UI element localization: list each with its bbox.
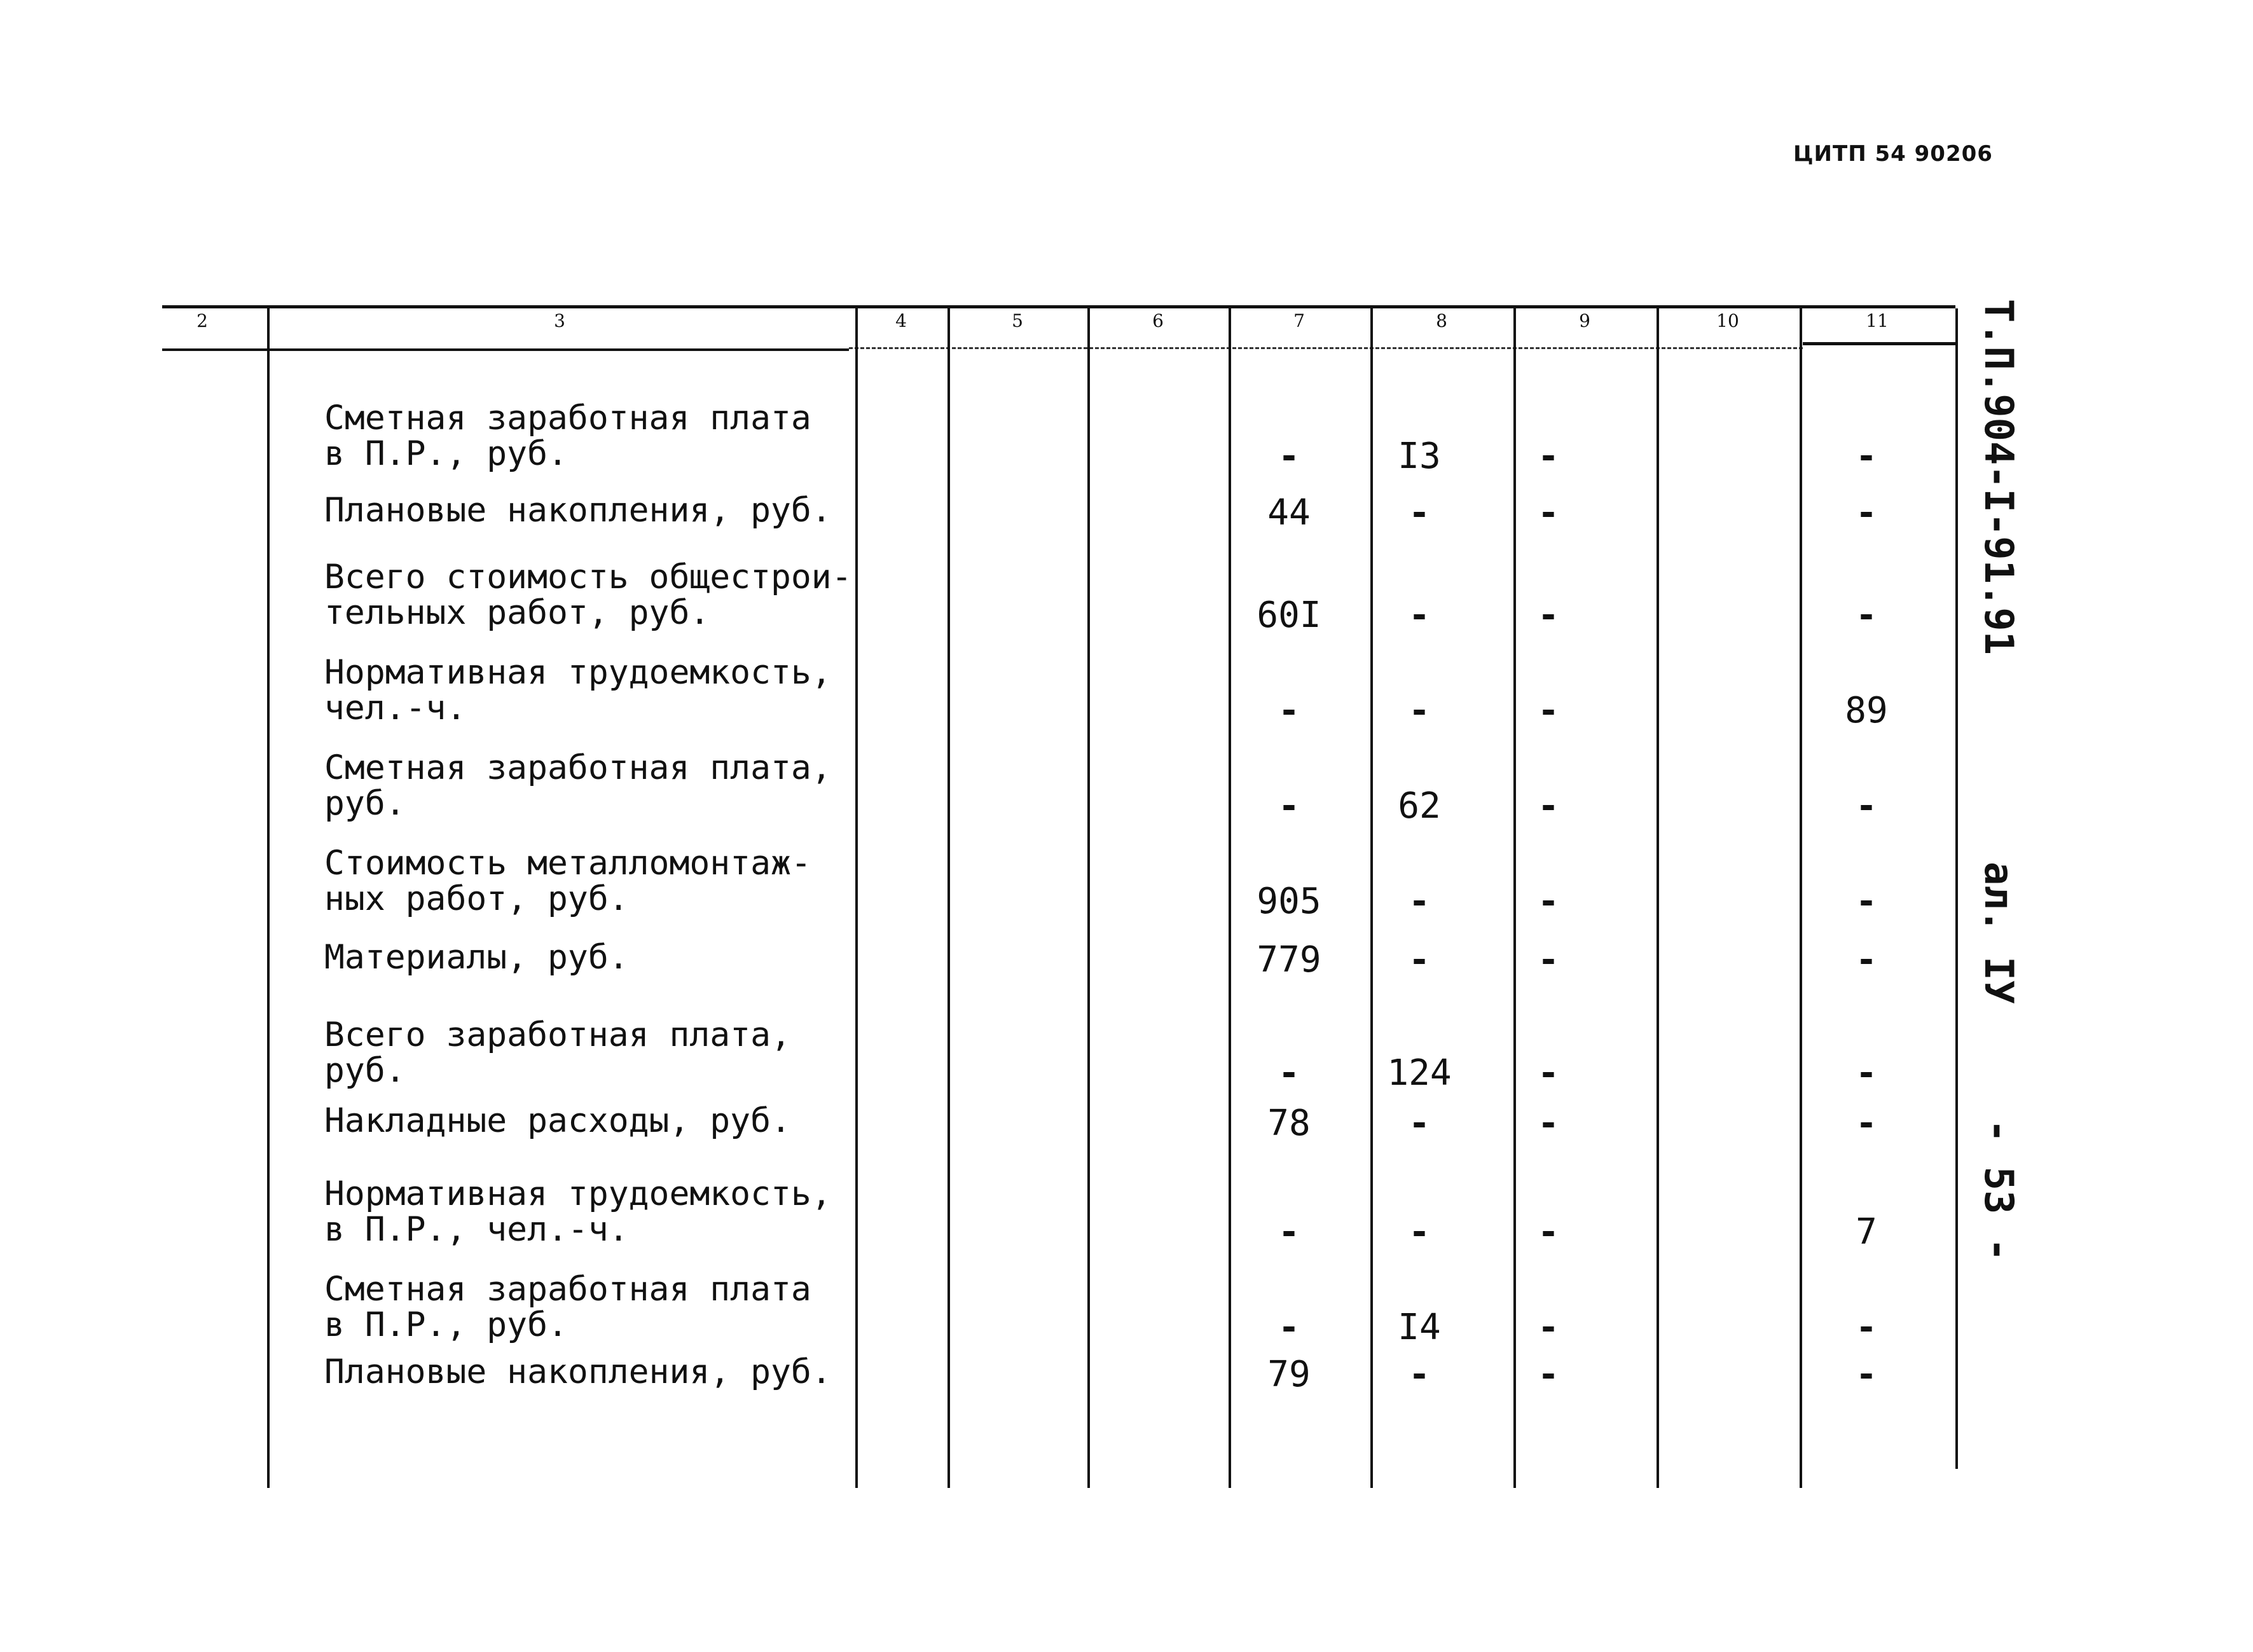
column-rule <box>947 308 950 1488</box>
cell-col-7: 779 <box>1257 939 1321 981</box>
cell-col-11: - <box>1856 1307 1877 1348</box>
cell-col-8: I4 <box>1398 1307 1441 1348</box>
cell-col-7: 78 <box>1267 1103 1311 1144</box>
column-rule <box>1087 308 1090 1488</box>
cell-col-11: - <box>1856 1052 1877 1094</box>
row-label: Всего заработная плата, руб. <box>324 1015 791 1090</box>
column-number: 9 <box>1579 310 1590 331</box>
cell-col-9: - <box>1538 595 1559 636</box>
cell-col-8: - <box>1409 1354 1430 1395</box>
cell-col-11: - <box>1856 939 1877 981</box>
cell-col-11: - <box>1856 1354 1877 1395</box>
column-number: 10 <box>1716 310 1739 331</box>
cell-col-9: - <box>1538 1211 1559 1253</box>
column-number: 3 <box>554 310 565 331</box>
cell-col-8: - <box>1409 1211 1430 1253</box>
column-rule <box>267 308 270 1488</box>
column-rule <box>855 308 858 1488</box>
row-label: Всего стоимость общестрои- тельных работ, руб. <box>324 558 852 632</box>
cell-col-9: - <box>1538 492 1559 533</box>
cell-col-9: - <box>1538 1052 1559 1094</box>
column-number: 2 <box>196 310 208 331</box>
cell-col-9: - <box>1538 1307 1559 1348</box>
row-label: Плановые накопления, руб. <box>324 491 832 530</box>
column-number: 8 <box>1436 310 1447 331</box>
cell-col-8: - <box>1409 492 1430 533</box>
column-rule <box>1800 308 1802 1488</box>
cell-col-11: 89 <box>1845 690 1888 731</box>
column-rule <box>1955 308 1958 1469</box>
row-label: Стоимость металломонтаж- ных работ, руб. <box>324 844 811 918</box>
page-number: - 53 - <box>1976 1119 2022 1262</box>
document-code: Т.П.904-I-91.91 <box>1976 299 2022 655</box>
cell-col-9: - <box>1538 690 1559 731</box>
cell-col-11: - <box>1856 492 1877 533</box>
cell-col-7: - <box>1278 1307 1300 1348</box>
row-label: Материалы, руб. <box>324 938 629 977</box>
cell-col-11: - <box>1856 785 1877 827</box>
cell-col-7: 79 <box>1267 1354 1311 1395</box>
table-header-rule <box>162 348 849 351</box>
cell-col-11: - <box>1856 881 1877 922</box>
cell-col-8: - <box>1409 1103 1430 1144</box>
row-label: Нормативная трудоемкость, чел.-ч. <box>324 653 832 727</box>
cell-col-7: 905 <box>1257 881 1321 922</box>
column-number: 7 <box>1293 310 1305 331</box>
column-number: 11 <box>1866 310 1889 331</box>
cell-col-9: - <box>1538 881 1559 922</box>
cell-col-7: - <box>1278 1211 1300 1253</box>
cell-col-8: I3 <box>1398 436 1441 477</box>
column-number: 5 <box>1012 310 1023 331</box>
cell-col-9: - <box>1538 785 1559 827</box>
cell-col-11: 7 <box>1856 1211 1877 1253</box>
table-top-rule <box>162 305 1955 308</box>
column-rule <box>1370 308 1373 1488</box>
cell-col-8: 62 <box>1398 785 1441 827</box>
row-label: Нормативная трудоемкость, в П.Р., чел.-ч. <box>324 1174 832 1249</box>
archive-stamp: ЦИТП 54 90206 <box>1793 141 1993 167</box>
cell-col-8: - <box>1409 690 1430 731</box>
cell-col-8: 124 <box>1387 1052 1452 1094</box>
cell-col-7: 60I <box>1257 595 1321 636</box>
cell-col-11: - <box>1856 595 1877 636</box>
cell-col-8: - <box>1409 881 1430 922</box>
cell-col-7: - <box>1278 690 1300 731</box>
cell-col-8: - <box>1409 595 1430 636</box>
cell-col-11: - <box>1856 436 1877 477</box>
row-label: Плановые накопления, руб. <box>324 1353 832 1391</box>
table-header-rule-right <box>1803 342 1955 345</box>
row-label: Накладные расходы, руб. <box>324 1101 791 1140</box>
cell-col-9: - <box>1538 1103 1559 1144</box>
cell-col-9: - <box>1538 436 1559 477</box>
cell-col-7: - <box>1278 1052 1300 1094</box>
column-rule <box>1513 308 1516 1488</box>
row-label: Сметная заработная плата, руб. <box>324 748 832 823</box>
cell-col-11: - <box>1856 1103 1877 1144</box>
cell-col-9: - <box>1538 939 1559 981</box>
column-number: 6 <box>1152 310 1164 331</box>
table-header-dashed-rule <box>849 347 1803 349</box>
album-number: ал. IУ <box>1976 862 2022 1004</box>
column-rule <box>1229 308 1231 1488</box>
cell-col-9: - <box>1538 1354 1559 1395</box>
column-number: 4 <box>895 310 907 331</box>
row-label: Сметная заработная плата в П.Р., руб. <box>324 1270 811 1344</box>
column-rule <box>1657 308 1659 1488</box>
cell-col-7: 44 <box>1267 492 1311 533</box>
row-label: Сметная заработная плата в П.Р., руб. <box>324 399 811 473</box>
cell-col-8: - <box>1409 939 1430 981</box>
cell-col-7: - <box>1278 436 1300 477</box>
cell-col-7: - <box>1278 785 1300 827</box>
